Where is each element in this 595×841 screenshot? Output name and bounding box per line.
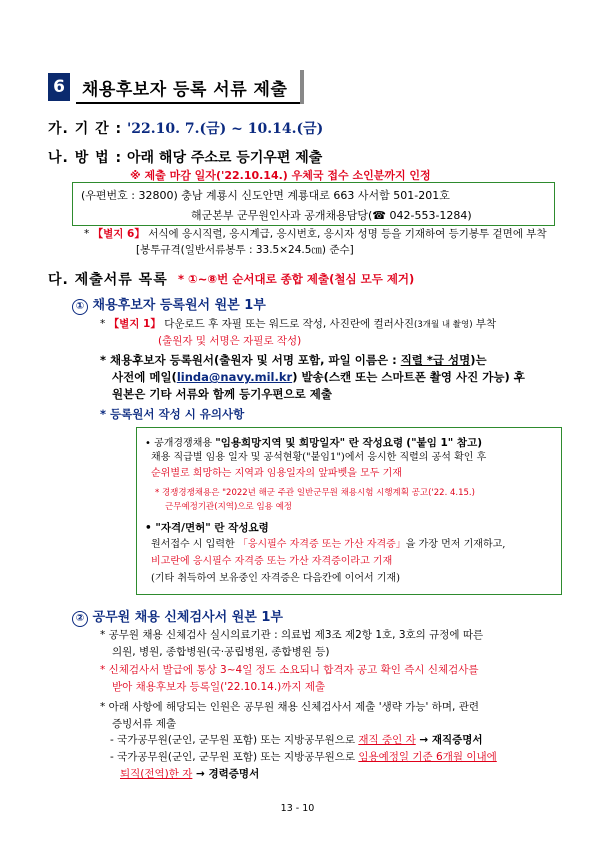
item1-b2-line2: 사전에 메일(linda@navy.mil.kr) 발송(스캔 또는 스마트폰 촬영 사진 가능) 후 — [112, 370, 525, 384]
section-title: 채용후보자 등록 서류 제출 — [82, 80, 288, 100]
item1-b2-line3: 원본은 기타 서류와 함께 등기우편으로 제출 — [112, 387, 332, 401]
item2-bullet3: * 아래 사항에 해당되는 인원은 공무원 채용 신체검사서 제출 '생략 가능' 하며, 관련 증빙서류 제출 — [100, 701, 479, 730]
email-link[interactable]: linda@navy.mil.kr — [176, 370, 293, 384]
item1-b1-tail: 부착 — [475, 318, 497, 330]
box-p1-body: 채용 직급별 임용 일자 및 공석현황("붙임1")에서 응시한 직렬의 공석 확인 후 순위별로 희망하는 지역과 임용일자의 앞파벳을 모두 기재 — [151, 452, 487, 479]
item1-b2-line1: * 채용후보자 등록원서(출원자 및 서명 포함, 파일 이름은 : 직렬 *급 성명)는 — [100, 353, 487, 367]
docs-label: 다. 제출서류 목록 — [48, 272, 168, 288]
period-value: '22.10. 7.(금) ~ 10.14.(금) — [127, 121, 324, 137]
address-line-2: 해군본부 군무원인사과 공개채용담당(☎ 042-553-1284) — [191, 209, 472, 222]
docs-row — [48, 269, 168, 289]
address-line-1: (우편번호 : 32800) 충남 계룡시 신도안면 계룡대로 663 사서함 501-201호 — [81, 189, 450, 202]
item1-bullet2 — [100, 352, 560, 403]
attach-text-1: 서식에 응시직렬, 응시계급, 응시번호, 응시자 성명 등을 기재하여 등기봉투 겉면에 부착 — [148, 228, 547, 240]
attach-note — [84, 226, 564, 243]
box-p2-title: • "자격/면허" 란 작성요령 — [145, 522, 269, 534]
deadline-note: ※ 제출 마감 일자('22.10.14.) 우체국 접수 소인분까지 인정 — [130, 169, 431, 182]
item1-filename-format: 직렬 *급 성명 — [400, 353, 471, 367]
section-number-badge: 6 — [48, 73, 70, 101]
item2-number: ② — [72, 611, 88, 627]
guidelines-box — [136, 427, 562, 595]
attach-text-2: [봉투규격(일반서류봉투 : 33.5×24.5㎝) 준수] — [136, 244, 354, 256]
item2-heading — [72, 606, 283, 627]
box-p1-title: • 공개경쟁채용 "임용희망지역 및 희망일자" 란 작성요령 ("붙임 1" 참고) — [145, 437, 483, 449]
item1-b1-text: 다운로드 후 자필 또는 워드로 작성, 사진란에 컬러사진 — [164, 318, 415, 330]
method-row — [48, 147, 322, 167]
item1-b1-small: (3개월 내 촬영) — [414, 320, 473, 330]
attach-tag: 【별지 6】 — [92, 228, 145, 240]
item1-bullet3: * 등록원서 작성 시 유의사항 — [100, 407, 245, 421]
method-value: 아래 해당 주소로 등기우편 제출 — [127, 150, 323, 166]
item1-heading — [72, 294, 266, 315]
page-number: 13 - 10 — [280, 803, 315, 814]
item2-detail-1: - 국가공무원(군인, 군무원 포함) 또는 지방공무원으로 재직 중인 자 → 재직증명서 — [110, 734, 483, 746]
item1-b1-tag: 【별지 1】 — [108, 318, 161, 330]
item2-detail-list — [110, 732, 565, 783]
section-title-underline — [76, 102, 300, 104]
item2-detail-2-cont: 퇴직(전역)한 자 → 경력증명서 — [120, 768, 260, 780]
item2-title: 공무원 채용 신체검사서 원본 1부 — [92, 610, 283, 625]
item1-b1-line2: (출원자 및 서명은 자필로 작성) — [158, 335, 302, 347]
item1-b3-text: 등록원서 작성 시 유의사항 — [110, 407, 245, 421]
item1-title: 채용후보자 등록원서 원본 1부 — [92, 298, 266, 313]
item2-detail-2: - 국가공무원(군인, 군무원 포함) 또는 지방공무원으로 임용예정일 기준 6개월 이내에 — [110, 751, 497, 763]
item2-bullet1: * 공무원 채용 신체검사 실시의료기관 : 의료법 제3조 제2항 1호, 3호의 규정에 따른 의원, 병원, 종합병원(국·공립병원, 종합병원 등) — [100, 629, 484, 658]
item1-number: ① — [72, 299, 88, 315]
address-box — [72, 182, 555, 226]
docs-label-note: * ①~⑧번 순서대로 종합 제출(철심 모두 제거) — [178, 272, 415, 286]
box-p1-note: * 경쟁경쟁채용은 "2022년 해군 주관 일반군무원 채용시험 시행계획 공고('22. 4.15.) 근무예정기관(지역)으로 임용 예정 — [155, 488, 475, 512]
section-header-shadow — [300, 70, 304, 104]
period-row — [48, 118, 323, 138]
attach-star: * — [84, 228, 90, 240]
item2-bullet2: * 신체검사서 발급에 통상 3~4일 정도 소요되니 합격자 공고 확인 즉시 신체검사를 받아 채용후보자 등록일('22.10.14.)까지 제출 — [100, 664, 479, 693]
item1-bullet1: * 【별지 1】 다운로드 후 자필 또는 워드로 작성, 사진란에 컬러사진(3개월 내 촬영) 부착 — [100, 318, 497, 330]
box-p2-body: 원서접수 시 입력한 「응시필수 자격증 또는 가산 자격증」을 가장 먼저 기재하고, 비고란에 응시필수 자격증 또는 가산 자격증이라고 기재 (기타 취득하여 보유중인 자격증은 다음칸에 이어서 기재) — [151, 539, 506, 584]
method-label: 나. 방 법 : — [48, 150, 123, 166]
period-label: 가. 기 간 : — [48, 121, 123, 137]
